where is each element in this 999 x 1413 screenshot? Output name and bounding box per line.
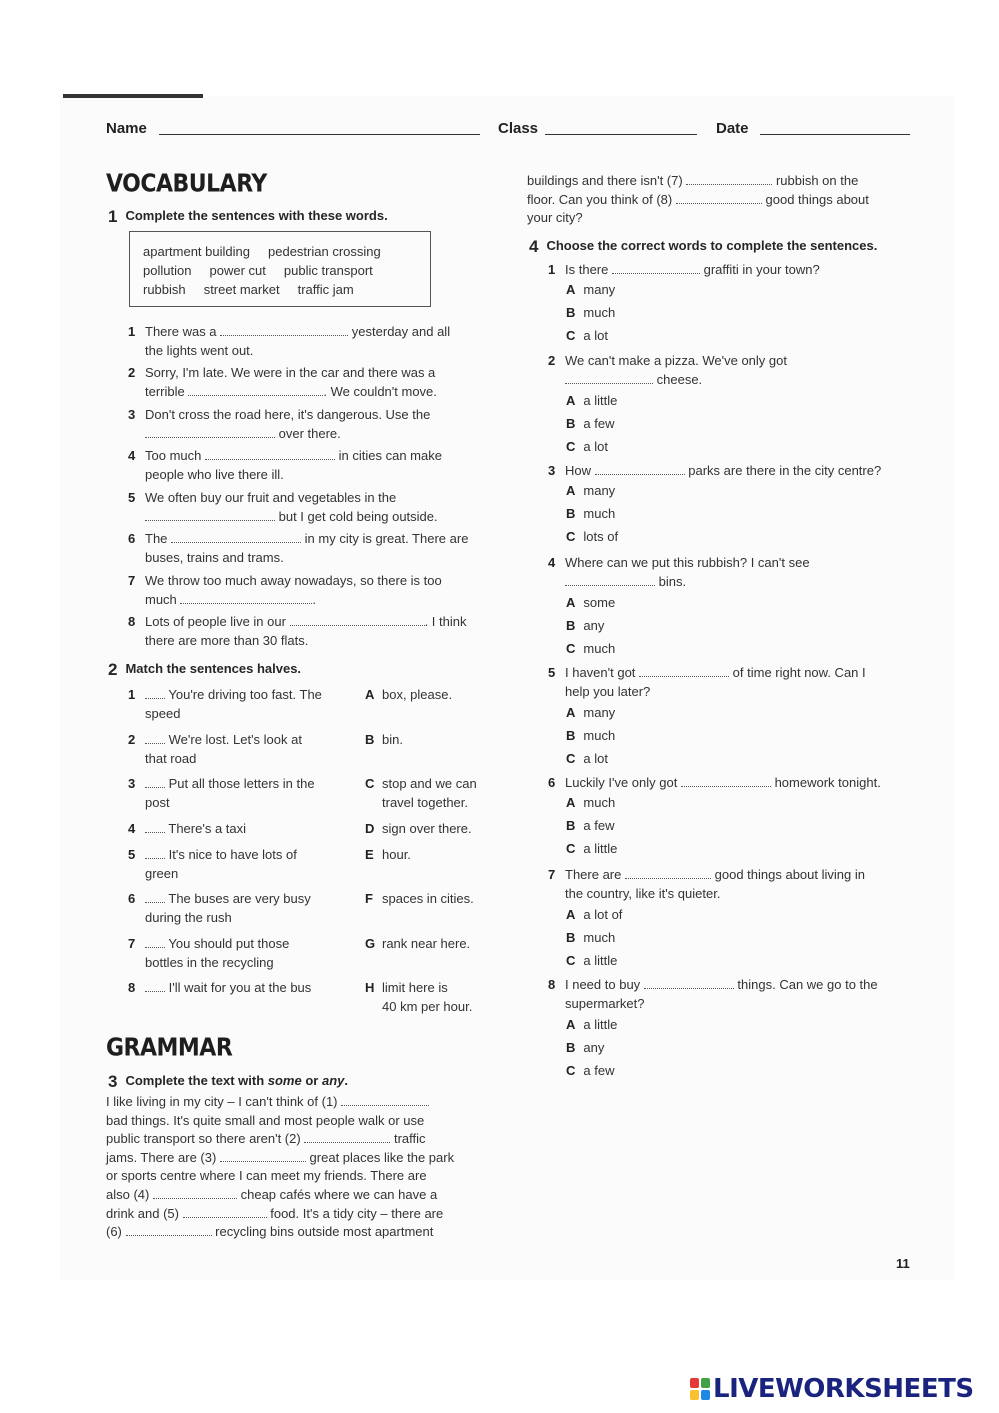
date-label: Date: [716, 120, 749, 137]
exercise-3-heading: 3 Complete the text with some or any.: [108, 1072, 348, 1091]
ex4-option-3-B[interactable]: B much: [566, 506, 616, 521]
match-left-1: 1 You're driving too fast. The speed: [128, 687, 322, 721]
answer-blank[interactable]: [681, 775, 771, 787]
ex4-option-3-C[interactable]: C lots of: [566, 529, 619, 544]
exercise-number: 1: [108, 207, 118, 226]
exercise-instruction: Complete the sentences with these words.: [125, 208, 388, 223]
class-field[interactable]: [545, 134, 697, 135]
answer-blank[interactable]: [639, 665, 729, 677]
match-blank[interactable]: [145, 980, 165, 992]
answer-blank[interactable]: [126, 1224, 212, 1236]
ex4-option-6-A[interactable]: A much: [566, 795, 616, 810]
exercise-3-text-continued: buildings and there isn't (7) rubbish on the floor. Can you think of (8) good things about your city?: [527, 173, 869, 226]
ex4-option-6-B[interactable]: B a few: [566, 818, 615, 833]
page-number: 11: [896, 1256, 910, 1271]
match-blank[interactable]: [145, 687, 165, 699]
answer-blank[interactable]: [145, 426, 275, 438]
ex4-question-5: 5 I haven't got of time right now. Can I help you later?: [548, 665, 866, 699]
ex4-option-8-B[interactable]: B any: [566, 1040, 605, 1055]
match-right-G: G rank near here.: [365, 936, 471, 951]
logo-text: LIVEWORKSHEETS: [713, 1374, 974, 1404]
ex1-item-7: 7 We throw too much away nowadays, so there is too much .: [128, 573, 442, 607]
match-left-2: 2 We're lost. Let's look at that road: [128, 732, 302, 766]
match-blank[interactable]: [145, 776, 165, 788]
ex4-option-5-A[interactable]: A many: [566, 705, 616, 720]
answer-blank[interactable]: [171, 531, 301, 543]
answer-blank[interactable]: [612, 262, 700, 274]
word-line: pollution power cut public transport: [143, 263, 373, 278]
liveworksheets-logo: [690, 1374, 974, 1404]
ex4-option-4-B[interactable]: B any: [566, 618, 605, 633]
answer-blank[interactable]: [290, 614, 425, 626]
match-blank[interactable]: [145, 891, 165, 903]
vocabulary-title: VOCABULARY: [106, 170, 267, 198]
answer-blank[interactable]: [565, 574, 655, 586]
match-blank[interactable]: [145, 936, 165, 948]
ex4-option-5-B[interactable]: B much: [566, 728, 616, 743]
ex4-question-8: 8 I need to buy things. Can we go to the supermarket?: [548, 977, 878, 1011]
ex1-item-5: 5 We often buy our fruit and vegetables in the but I get cold being outside.: [128, 490, 438, 524]
ex4-option-1-B[interactable]: B much: [566, 305, 616, 320]
match-left-6: 6 The buses are very busy during the rush: [128, 891, 311, 925]
answer-blank[interactable]: [686, 173, 772, 185]
ex1-item-8: 8 Lots of people live in our . I think there are more than 30 flats.: [128, 614, 467, 648]
ex4-option-6-C[interactable]: C a little: [566, 841, 618, 856]
top-rule: [63, 94, 203, 98]
answer-blank[interactable]: [595, 463, 685, 475]
ex4-question-3: 3 How parks are there in the city centre?: [548, 463, 882, 478]
date-field[interactable]: [760, 134, 910, 135]
match-left-7: 7 You should put those bottles in the recycling: [128, 936, 290, 970]
logo-icon: [690, 1378, 710, 1400]
word-line: apartment building pedestrian crossing: [143, 244, 381, 259]
ex4-question-6: 6 Luckily I've only got homework tonight.: [548, 775, 881, 790]
exercise-3-text: I like living in my city – I can't think of (1) bad things. It's quite small and most people walk or use public transport so there aren't (2) traffic jams. There are (3) great places like the park or sports centre where I can meet my friends. There are also (4) cheap cafés where we can have a drink and (5) food. It's a tidy city – there are (6) recycling bins outside most apartment: [106, 1094, 455, 1240]
answer-blank[interactable]: [153, 1187, 237, 1199]
match-right-D: D sign over there.: [365, 821, 472, 836]
exercise-1-heading: [108, 205, 388, 225]
answer-blank[interactable]: [341, 1094, 429, 1106]
ex4-question-2: 2 We can't make a pizza. We've only got cheese.: [548, 353, 787, 387]
exercise-2-heading: 2 Match the sentences halves.: [108, 660, 302, 679]
ex1-item-2: 2 Sorry, I'm late. We were in the car and there was a terrible . We couldn't move.: [128, 365, 437, 399]
ex4-option-2-C[interactable]: C a lot: [566, 439, 608, 454]
ex1-item-1: 1 There was a yesterday and all the lights went out.: [128, 324, 451, 358]
match-right-C: C stop and we can travel together.: [365, 776, 477, 810]
answer-blank[interactable]: [644, 977, 734, 989]
match-right-F: F spaces in cities.: [365, 891, 474, 906]
match-left-5: 5 It's nice to have lots of green: [128, 847, 297, 881]
answer-blank[interactable]: [205, 448, 335, 460]
match-blank[interactable]: [145, 821, 165, 833]
answer-blank[interactable]: [180, 592, 312, 604]
match-left-3: 3 Put all those letters in the post: [128, 776, 315, 810]
ex4-question-4: 4 Where can we put this rubbish? I can't see bins.: [548, 555, 810, 589]
match-blank[interactable]: [145, 732, 165, 744]
ex4-question-1: 1 Is there graffiti in your town?: [548, 262, 820, 277]
match-blank[interactable]: [145, 847, 165, 859]
word-line: rubbish street market traffic jam: [143, 282, 354, 297]
ex4-option-4-A[interactable]: A some: [566, 595, 616, 610]
match-right-B: B bin.: [365, 732, 403, 747]
match-right-E: E hour.: [365, 847, 411, 862]
ex4-option-7-B[interactable]: B much: [566, 930, 616, 945]
ex4-option-4-C[interactable]: C much: [566, 641, 616, 656]
match-right-A: A box, please.: [365, 687, 453, 702]
ex4-option-7-A[interactable]: A a lot of: [566, 907, 623, 922]
ex4-question-7: 7 There are good things about living in the country, like it's quieter.: [548, 867, 865, 901]
name-label: Name: [106, 120, 147, 137]
ex4-option-1-A[interactable]: A many: [566, 282, 616, 297]
ex1-item-3: 3 Don't cross the road here, it's dangerous. Use the over there.: [128, 407, 431, 441]
ex4-option-1-C[interactable]: C a lot: [566, 328, 608, 343]
answer-blank[interactable]: [188, 384, 323, 396]
answer-blank[interactable]: [304, 1131, 390, 1143]
match-left-8: 8 I'll wait for you at the bus: [128, 980, 312, 995]
ex1-item-6: 6 The in my city is great. There are buses, trains and trams.: [128, 531, 469, 565]
ex4-option-5-C[interactable]: C a lot: [566, 751, 608, 766]
answer-blank[interactable]: [183, 1206, 267, 1218]
answer-blank[interactable]: [220, 324, 348, 336]
answer-blank[interactable]: [220, 1150, 306, 1162]
ex4-option-2-B[interactable]: B a few: [566, 416, 615, 431]
ex4-option-2-A[interactable]: A a little: [566, 393, 618, 408]
ex4-option-8-A[interactable]: A a little: [566, 1017, 618, 1032]
ex1-item-4: 4 Too much in cities can make people who live there ill.: [128, 448, 442, 482]
grammar-title: GRAMMAR: [106, 1034, 233, 1062]
answer-blank[interactable]: [145, 509, 275, 521]
ex4-option-3-A[interactable]: A many: [566, 483, 616, 498]
match-left-4: 4 There's a taxi: [128, 821, 247, 836]
name-field[interactable]: [159, 134, 480, 135]
answer-blank[interactable]: [676, 192, 762, 204]
exercise-4-heading: 4 Choose the correct words to complete the sentences.: [529, 237, 878, 256]
ex4-option-8-C[interactable]: C a few: [566, 1063, 615, 1078]
class-label: Class: [498, 120, 539, 137]
answer-blank[interactable]: [625, 867, 711, 879]
ex4-option-7-C[interactable]: C a little: [566, 953, 618, 968]
match-right-H: H limit here is 40 km per hour.: [365, 980, 473, 1014]
answer-blank[interactable]: [565, 372, 653, 384]
